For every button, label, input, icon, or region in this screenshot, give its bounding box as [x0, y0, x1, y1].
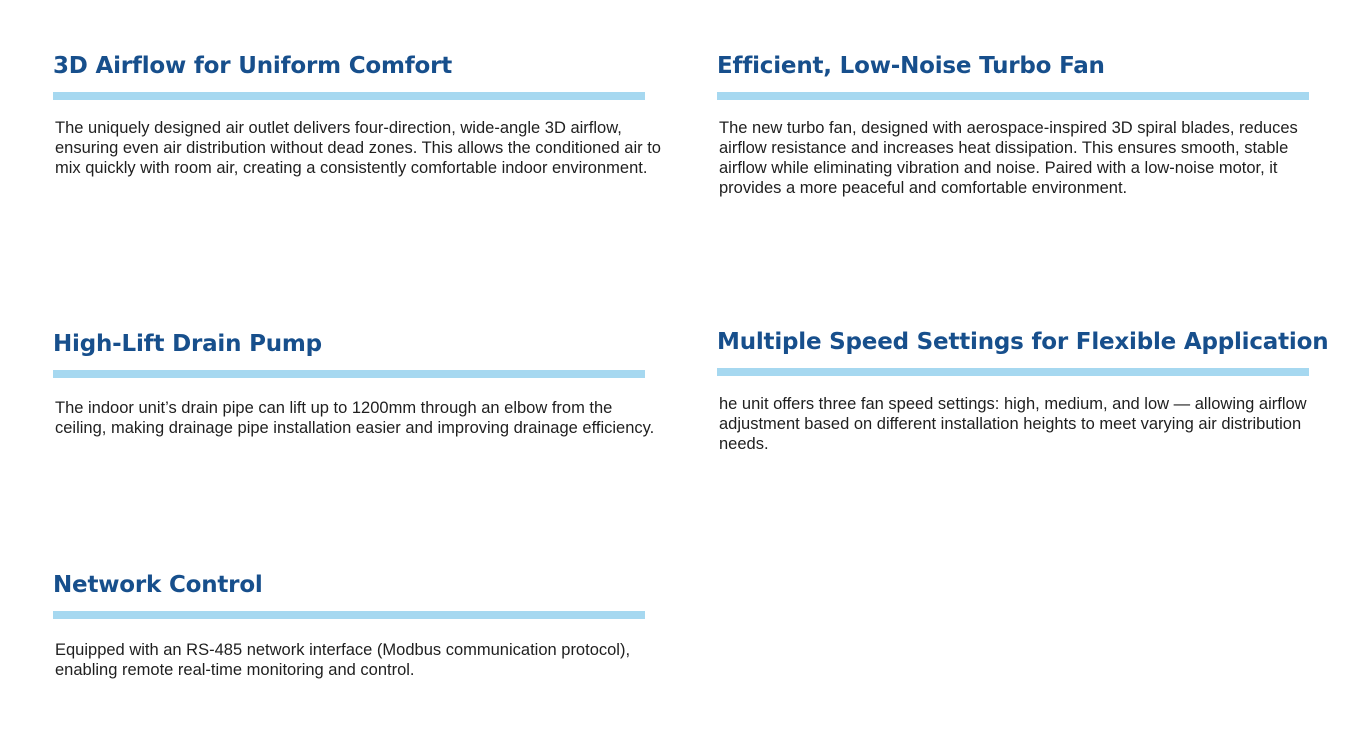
- title-underline-bar: [53, 611, 645, 619]
- feature-title: Efficient, Low-Noise Turbo Fan: [717, 53, 1105, 79]
- title-underline-bar: [717, 92, 1309, 100]
- feature-turbo-fan: [717, 52, 1327, 198]
- title-underline-bar: [53, 370, 645, 378]
- feature-description: Equipped with an RS-485 network interface (Modbus communication protocol), enabling remote real-time monitoring and control.: [55, 641, 631, 679]
- feature-speed-settings: [717, 328, 1327, 454]
- title-underline-bar: [53, 92, 645, 100]
- feature-description: The uniquely designed air outlet delivers four-direction, wide-angle 3D airflow, ensuring even air distribution without dead zones. This allows the conditioned air to mix quickly with room air, creating a consistently comfortable indoor environment.: [55, 119, 661, 177]
- feature-title: High-Lift Drain Pump: [53, 331, 322, 357]
- feature-title: 3D Airflow for Uniform Comfort: [53, 53, 453, 79]
- feature-title: Network Control: [53, 572, 263, 598]
- feature-description: The new turbo fan, designed with aerospace-inspired 3D spiral blades, reduces airflow resistance and increases heat dissipation. This ensures smooth, stable airflow while eliminating vibration and noise. Paired with a low-noise motor, it provides a more peaceful and comfortable environment.: [719, 119, 1298, 197]
- title-underline-bar: [717, 368, 1309, 376]
- feature-description: The indoor unit’s drain pipe can lift up to 1200mm through an elbow from the ceiling, making drainage pipe installation easier and improving drainage efficiency.: [55, 399, 655, 437]
- feature-3d-airflow: [53, 52, 663, 178]
- feature-title: Multiple Speed Settings for Flexible Application: [717, 329, 1329, 355]
- feature-description: he unit offers three fan speed settings: high, medium, and low — allowing airflow adjustment based on different installation heights to meet varying air distribution needs.: [719, 395, 1307, 453]
- feature-network-control: [53, 571, 663, 680]
- feature-drain-pump: [53, 330, 663, 438]
